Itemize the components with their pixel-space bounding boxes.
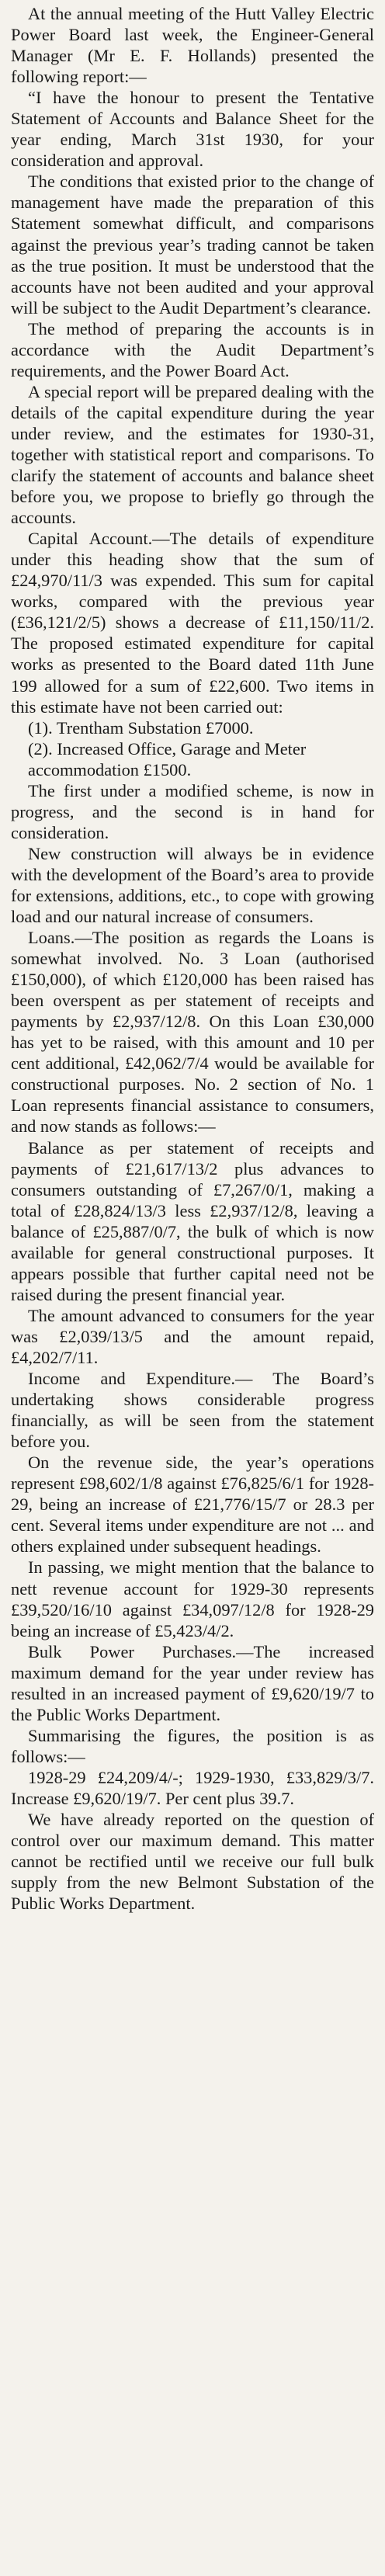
article-paragraph: 1928-29 £24,209/4/-; 1929-1930, £33,829/3/7. Increase £9,620/19/7. Per cent plus 39.7. [11,1767,374,1808]
article-paragraph: New construction will always be in evidence with the development of the Board’s area to provide for extensions, additions, etc., to cope with growing load and our natural increase of consumers. [11,843,374,927]
article-paragraph: “I have the honour to present the Tentative Statement of Accounts and Balance Sheet for the year ending, March 31st 1930, for your consideration and approval. [11,88,374,171]
article-paragraph: Summarising the figures, the position is as follows:— [11,1725,374,1766]
article-paragraph: On the revenue side, the year’s operations represent £98,602/1/8 against £76,825/6/1 for 1928-29, being an increase of £21,776/15/7 or 28.3 per cent. Several items under expenditure are not ... and others explained under subsequent headings. [11,1453,374,1557]
article-paragraph: The amount advanced to consumers for the year was £2,039/13/5 and the amount repaid, £4,202/7/11. [11,1305,374,1367]
list-item: (2). Increased Office, Garage and Meter accommodation £1500. [28,738,307,779]
article-paragraph: The conditions that existed prior to the change of management have made the preparation of this Statement somewhat difficult, and comparisons against the previous year’s trading cannot be taken as the true position. It must be understood that the accounts have not been audited and your approval will be subject to the Audit Department’s clearance. [11,172,374,318]
article-paragraph: A special report will be prepared dealing with the details of the capital expenditure during the year under review, and the estimates for 1930-31, together with statistical report and comparisons. To clarify the statement of accounts and balance sheet before you, we propose to briefly go through the accounts. [11,381,374,528]
article-paragraph: We have already reported on the question of control over our maximum demand. This matter cannot be rectified until we receive our full bulk supply from the new Belmont Substation of the Public Works Department. [11,1810,374,1914]
article-paragraph: Capital Account.—The details of expenditure under this heading show that the sum of £24,970/11/3 was expended. This sum for capital works, compared with the previous year (£36,121/2/5) shows a decrease of £11,150/11/2. The proposed estimated expenditure for capital works as presented to the Board dated 11th June 199 allowed for a sum of £22,600. Two items in this estimate have not been carried out: [11,529,374,717]
article-paragraph: Balance as per statement of receipts and payments of £21,617/13/2 plus advances to consumers outstanding of £7,267/0/1, making a total of £28,824/13/3 less £2,937/12/8, leaving a balance of £25,887/0/7, the bulk of which is now available for general constructional purposes. It appears possible that further capital need not be raised during the present financial year. [11,1137,374,1304]
article-paragraph: Income and Expenditure.— The Board’s undertaking shows considerable progress financially, as will be seen from the statement before you. [11,1369,374,1452]
article-paragraph: Loans.—The position as regards the Loans is somewhat involved. No. 3 Loan (authorised £150,000), of which £120,000 has been raised has been overspent as per statement of receipts and payments by £2,937/12/8. On this Loan £30,000 has yet to be raised, with this amount and 10 per cent additional, £42,062/7/4 would be available for constructional purposes. No. 2 section of No. 1 Loan represents financial assistance to consumers, and now stands as follows:— [11,928,374,1137]
article-paragraph: In passing, we might mention that the balance to nett revenue account for 1929-30 represents £39,520/16/10 against £34,097/12/8 for 1928-29 being an increase of £5,423/4/2. [11,1557,374,1640]
article-paragraph: At the annual meeting of the Hutt Valley Electric Power Board last week, the Engineer-General Manager (Mr E. F. Hollands) presented the following report:— [11,4,374,87]
list-item: (1). Trentham Substation £7000. [28,717,254,738]
article-paragraph: The first under a modified scheme, is now in progress, and the second is in hand for consideration. [11,780,374,842]
article-paragraph: The method of preparing the accounts is in accordance with the Audit Department’s requirements, and the Power Board Act. [11,318,374,380]
article-paragraph: Bulk Power Purchases.—The increased maximum demand for the year under review has resulted in an increased payment of £9,620/19/7 to the Public Works Department. [11,1641,374,1724]
